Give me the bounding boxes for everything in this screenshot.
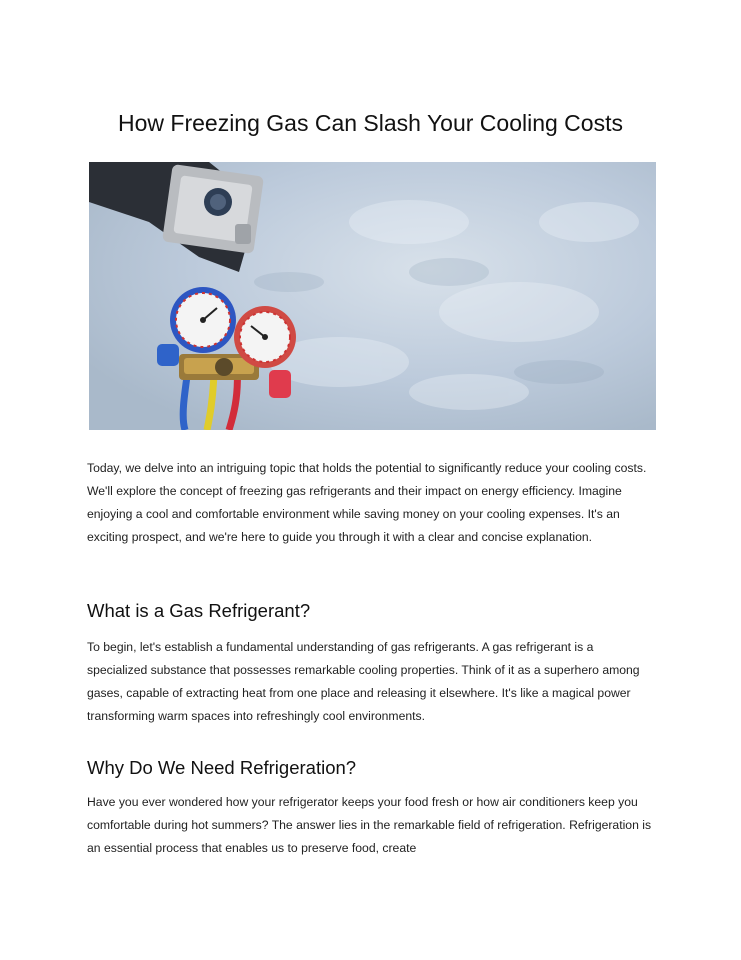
section-heading-gas-refrigerant: What is a Gas Refrigerant? (87, 600, 311, 621)
article-title: How Freezing Gas Can Slash Your Cooling Costs (118, 110, 623, 136)
hero-image-manifold-gauges (89, 162, 656, 430)
section-body-gas-refrigerant: To begin, let's establish a fundamental understanding of gas refrigerants. A gas refrigerant is a specialized substance that possesses remarkable cooling properties. Think of it as a superhero among gases, capable of extracting heat from one place and releasing it elsewhere. It's like a magical power transforming warm spaces into refreshingly cool environments. (87, 640, 640, 723)
section-body-why-refrigeration: Have you ever wondered how your refrigerator keeps your food fresh or how air conditioners keep you comfortable during hot summers? The answer lies in the remarkable field of refrigeration. Refrigeration is an essential process that enables us to preserve food, create (87, 795, 652, 855)
low-pressure-gauge (170, 287, 236, 353)
high-pressure-gauge (234, 306, 296, 368)
manifold-gauge-illustration (89, 162, 656, 430)
section-heading-why-refrigeration: Why Do We Need Refrigeration? (87, 757, 357, 778)
intro-paragraph: Today, we delve into an intriguing topic that holds the potential to significantly reduce your cooling costs. We'll explore the concept of freezing gas refrigerants and their impact on energy efficiency. Imagine enjoying a cool and comfortable environment while saving money on your cooling expenses. It's an exciting prospect, and we're here to guide you through it with a clear and concise explanation. (87, 461, 647, 544)
